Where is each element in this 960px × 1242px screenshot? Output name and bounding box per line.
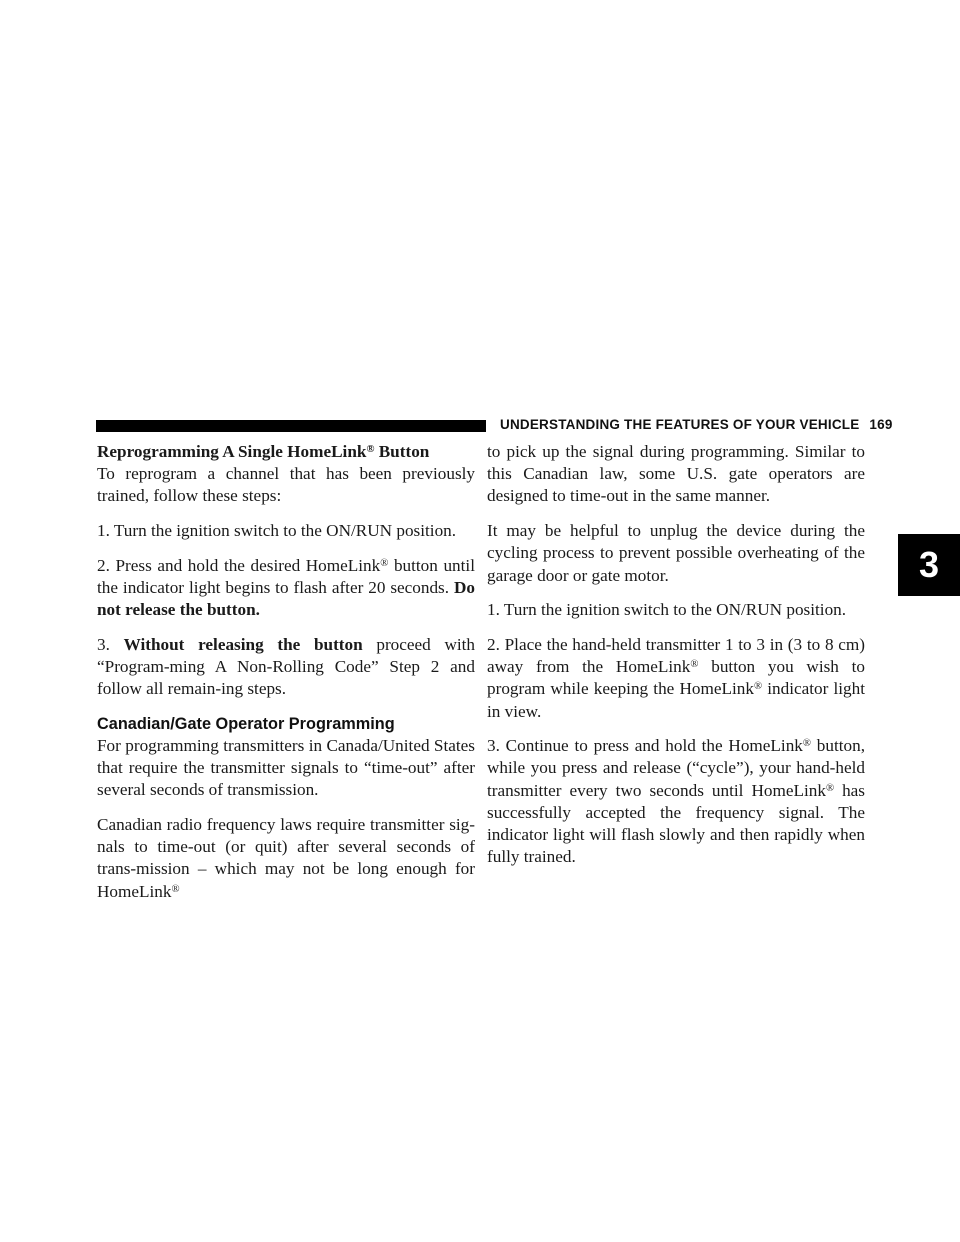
running-header (500, 414, 893, 436)
paragraph-transmitters: For programming transmitters in Canada/United States that require the transmitter signals to “time-out” after several seconds of transmission. (97, 735, 475, 800)
step-1: 1. Turn the ignition switch to the ON/RUN position. (487, 600, 847, 620)
paragraph-canadian-law: Canadian radio frequency laws require transmitter sig-nals to time-out (or quit) after several seconds of trans-mission – which may not be long enough for HomeLink® (97, 814, 475, 901)
step-3: 3. Continue to press and hold the HomeLink® button, while you press and release (“cycle”), your hand-held transmitter every two seconds until HomeLink® has successfully accepted the frequency signal. The indicator light will flash slowly and then rapidly when fully trained. (487, 736, 865, 867)
chapter-tab: 3 (898, 534, 960, 596)
step-3: 3. Without releasing the button proceed with “Program-ming A Non-Rolling Code” Step 2 and follow all remain-ing steps. (97, 634, 476, 699)
left-column (97, 441, 475, 903)
section-title: UNDERSTANDING THE FEATURES OF YOUR VEHICLE (500, 417, 860, 432)
heading-reprogramming: Reprogramming A Single HomeLink® Button (97, 442, 430, 461)
intro-paragraph: To reprogram a channel that has been previously trained, follow these steps: (97, 464, 475, 506)
step-2: 2. Press and hold the desired HomeLink® button until the indicator light begins to flash after 20 seconds. Do not release the button. (97, 555, 475, 620)
heading-canadian-gate: Canadian/Gate Operator Programming (97, 714, 395, 733)
right-column (487, 441, 865, 881)
step-1: 1. Turn the ignition switch to the ON/RUN position. (97, 520, 457, 540)
paragraph-continued: to pick up the signal during programming. Similar to this Canadian law, some U.S. gate operators are designed to time-out in the same manner. (487, 442, 865, 506)
page-number: 169 (869, 417, 893, 432)
paragraph-unplug: It may be helpful to unplug the device during the cycling process to prevent possible overheating of the garage door or gate motor. (487, 521, 865, 585)
header-rule (96, 420, 486, 432)
step-2: 2. Place the hand-held transmitter 1 to 3 in (3 to 8 cm) away from the HomeLink® button you wish to program while keeping the HomeLink® indicator light in view. (487, 634, 866, 721)
